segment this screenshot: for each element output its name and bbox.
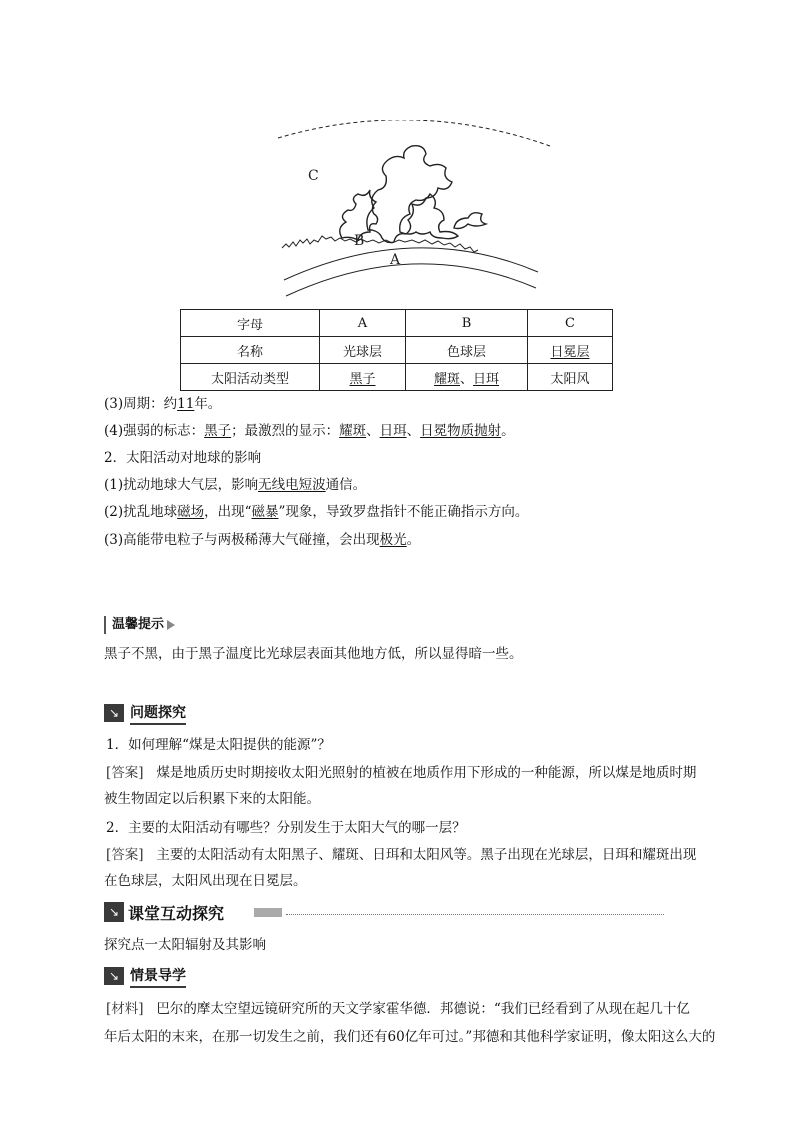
solar-atmosphere-diagram bbox=[270, 120, 560, 305]
period-value: 11 bbox=[177, 396, 195, 412]
solar-layers-table bbox=[180, 309, 613, 391]
tip-heading bbox=[104, 616, 175, 634]
table-cell bbox=[320, 364, 406, 391]
impact-line-3 bbox=[104, 530, 420, 550]
answer-2-line-2: 在色球层，太阳风出现在日冕层。 bbox=[104, 873, 307, 889]
scenario-heading-text: 情景导学 bbox=[130, 965, 186, 988]
heading-dotted-rule bbox=[286, 914, 664, 915]
inquiry-heading-text: 问题探究 bbox=[130, 702, 186, 725]
period-line bbox=[104, 394, 221, 414]
signs-mid: ；最激烈的显示： bbox=[231, 423, 340, 439]
answer-2-line-1 bbox=[106, 845, 696, 865]
underlined-answer: 耀斑 bbox=[433, 371, 460, 387]
impact3-suffix: 。 bbox=[406, 532, 421, 548]
table-cell bbox=[528, 337, 613, 364]
underlined-answer: 日冕层 bbox=[550, 344, 590, 360]
signs-end: 。 bbox=[501, 423, 515, 439]
answer-1-line-2: 被生物固定以后积累下来的太阳能。 bbox=[104, 791, 320, 807]
answer-1-line-1 bbox=[106, 763, 696, 783]
underlined-answer: 耀斑 bbox=[339, 423, 367, 439]
answer-text: 主要的太阳活动有太阳黑子、耀斑、日珥和太阳风等。黑子出现在光球层，日珥和耀斑出现 bbox=[156, 847, 697, 863]
underlined-answer: 日珥 bbox=[379, 423, 407, 439]
material-tag: [材料] bbox=[106, 1001, 144, 1017]
impact2-suffix: ”现象，导致罗盘指针不能正确指示方向。 bbox=[278, 504, 529, 520]
impact-line-2 bbox=[104, 502, 528, 522]
table-cell: 太阳风 bbox=[528, 364, 613, 391]
underlined-answer: 日珥 bbox=[473, 371, 500, 387]
table-cell: 名称 bbox=[181, 337, 320, 364]
table-row bbox=[181, 337, 613, 364]
table-cell: 色球层 bbox=[406, 337, 528, 364]
answer-tag: [答案] bbox=[106, 847, 144, 863]
material-text: 巴尔的摩太空望远镜研究所的天文学家霍华德．邦德说：“我们已经看到了从现在起几十亿 bbox=[156, 1001, 690, 1017]
separator: 、 bbox=[366, 423, 380, 439]
label-a: A bbox=[390, 252, 401, 268]
table-cell: 字母 bbox=[181, 310, 320, 337]
impact-title: 2．太阳活动对地球的影响 bbox=[104, 450, 262, 466]
separator: 、 bbox=[406, 423, 421, 439]
arrow-corner-icon: ↘ bbox=[104, 967, 124, 985]
arrow-corner-icon: ↘ bbox=[104, 704, 124, 722]
impact2-prefix: (2)扰乱地球 bbox=[104, 504, 178, 520]
corona-boundary bbox=[278, 120, 550, 146]
underlined-answer: 极光 bbox=[379, 532, 407, 548]
material-line-1 bbox=[106, 999, 690, 1019]
period-prefix: (3)周期：约 bbox=[104, 396, 178, 412]
prominence-far-right bbox=[454, 213, 486, 229]
answer-text: 煤是地质历史时期接收太阳光照射的植被在地质作用下形成的一种能源，所以煤是地质时期 bbox=[156, 765, 697, 781]
period-suffix: 年。 bbox=[194, 396, 222, 412]
table-row bbox=[181, 364, 613, 391]
material-line-2: 年后太阳的末来，在那一切发生之前，我们还有60亿年可过。”邦德和其他科学家证明，像太阳这么大的 bbox=[104, 1029, 716, 1045]
impact-line-1 bbox=[104, 475, 366, 495]
classroom-heading bbox=[104, 900, 664, 924]
arrow-corner-icon: ↘ bbox=[104, 902, 124, 922]
underlined-answer: 磁场 bbox=[177, 504, 205, 520]
table-cell: 光球层 bbox=[320, 337, 406, 364]
question-1: 1．如何理解“煤是太阳提供的能源”？ bbox=[106, 737, 331, 753]
impact3-prefix: (3)高能带电粒子与两极稀薄大气碰撞，会出现 bbox=[104, 532, 380, 548]
scenario-heading bbox=[104, 966, 186, 986]
table-row bbox=[181, 310, 613, 337]
impact1-prefix: (1)扰动地球大气层，影响 bbox=[104, 477, 259, 493]
underlined-answer: 日冕物质抛射 bbox=[420, 423, 502, 439]
question-2: 2．主要的太阳活动有哪些？分别发生于太阳大气的哪一层？ bbox=[106, 820, 466, 836]
tip-heading-text: 温馨提示 bbox=[112, 617, 165, 632]
underlined-answer: 黑子 bbox=[204, 423, 232, 439]
table-cell: A bbox=[320, 310, 406, 337]
explore-point-title: 探究点一太阳辐射及其影响 bbox=[104, 937, 266, 953]
table-cell bbox=[406, 364, 528, 391]
underlined-answer: 黑子 bbox=[349, 371, 376, 387]
impact2-mid: ，出现“ bbox=[204, 504, 252, 520]
classroom-heading-text: 课堂互动探究 bbox=[128, 904, 225, 923]
photosphere-inner-arc bbox=[286, 264, 536, 296]
impact1-suffix: 通信。 bbox=[325, 477, 367, 493]
triangle-right-icon bbox=[167, 620, 175, 630]
table-cell: B bbox=[406, 310, 528, 337]
underlined-answer: 无线电短波 bbox=[258, 477, 326, 493]
table-cell: C bbox=[528, 310, 613, 337]
separator: 、 bbox=[459, 371, 473, 387]
signs-line bbox=[104, 421, 515, 441]
signs-prefix: (4)强弱的标志： bbox=[104, 423, 205, 439]
table-cell: 太阳活动类型 bbox=[181, 364, 320, 391]
label-b: B bbox=[354, 233, 365, 249]
inquiry-heading bbox=[104, 703, 186, 723]
underlined-answer: 磁暴 bbox=[251, 504, 279, 520]
tip-text: 黑子不黑，由于黑子温度比光球层表面其他地方低，所以显得暗一些。 bbox=[104, 646, 523, 662]
label-c: C bbox=[308, 168, 319, 184]
answer-tag: [答案] bbox=[106, 765, 144, 781]
heading-bar bbox=[254, 908, 282, 917]
